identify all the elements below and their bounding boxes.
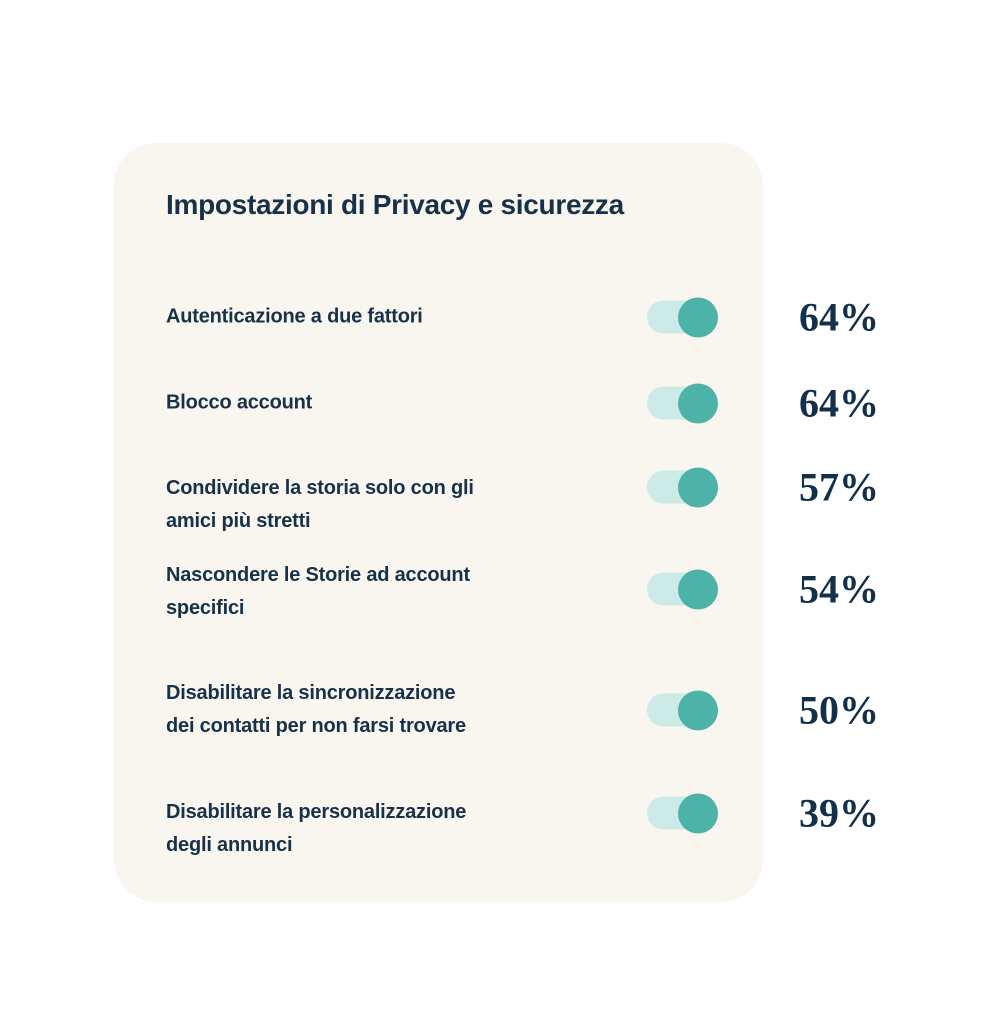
toggle-switch[interactable] [647,301,715,334]
setting-label: Nascondere le Storie ad account specifici [166,564,470,619]
percent-value: 64% [799,380,879,426]
setting-label: Blocco account [166,391,313,414]
percent-value: 57% [799,464,879,510]
toggle-knob [678,793,718,833]
toggle-switch[interactable] [647,694,715,727]
toggle-switch[interactable] [647,797,715,830]
toggle-knob [678,569,718,609]
toggle-knob [678,690,718,730]
setting-label: Autenticazione a due fattori [166,305,423,328]
toggle-knob [678,383,718,423]
toggle-switch[interactable] [647,471,715,504]
setting-label: Condividere la storia solo con gli amici più stretti [166,477,474,532]
percent-value: 50% [799,687,879,733]
setting-label: Disabilitare la sincronizzazione dei contatti per non farsi trovare [166,682,466,737]
toggle-knob [678,467,718,507]
setting-label: Disabilitare la personalizzazione degli annunci [166,801,467,856]
percent-value: 39% [799,790,879,836]
toggle-switch[interactable] [647,573,715,606]
card-title: Impostazioni di Privacy e sicurezza [166,189,624,220]
percent-value: 54% [799,566,879,612]
percent-value: 64% [799,294,879,340]
toggle-knob [678,297,718,337]
toggle-switch[interactable] [647,387,715,420]
